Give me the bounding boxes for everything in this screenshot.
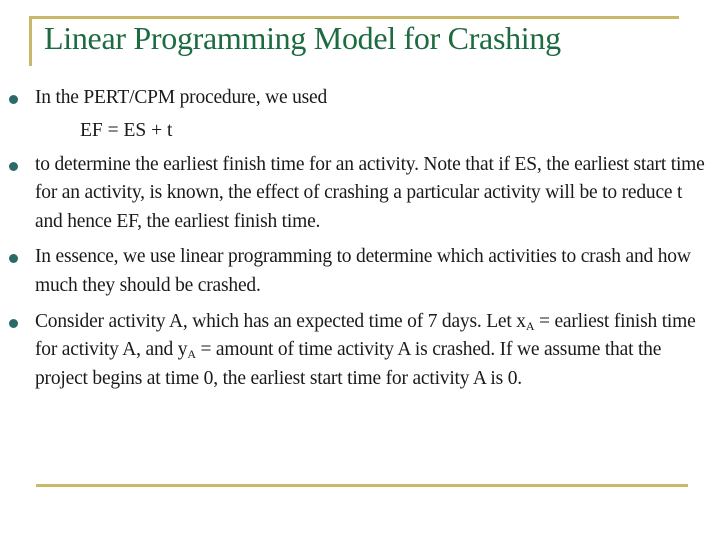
bullet-item-1	[0, 84, 720, 113]
bullet-text-part2: = earliest finish time for activity A, and y	[35, 310, 696, 361]
bullet-dot-icon	[9, 254, 18, 263]
bullet-text: In the PERT/CPM procedure, we used	[35, 87, 328, 108]
subscript-a: A	[187, 347, 196, 362]
slide-body	[0, 84, 720, 393]
slide-title: Linear Programming Model for Crashing	[44, 20, 561, 56]
formula-line: EF = ES + t	[80, 119, 173, 141]
bullet-item-4	[0, 308, 720, 394]
bullet-text-part3: = amount of time activity A is crashed. If we assume that the project begins at time 0, the earliest start time for activity A is 0.	[35, 339, 662, 389]
footer-rule	[36, 484, 688, 487]
bullet-dot-icon	[9, 162, 18, 171]
bullet-dot-icon	[9, 95, 18, 104]
bullet-text: to determine the earliest finish time for an activity. Note that if ES, the earliest start time for an activity, is known, the effect of crashing a particular activity will be to reduce t and hence EF, the earliest finish time.	[35, 153, 705, 232]
title-frame-left-rule	[29, 16, 32, 66]
bullet-item-2	[0, 151, 720, 237]
subscript-a: A	[525, 318, 535, 333]
bullet-text: In essence, we use linear programming to determine which activities to crash and how much they should be crashed.	[35, 246, 691, 296]
bullet-text-part1: Consider activity A, which has an expected time of 7 days. Let x	[35, 310, 526, 332]
bullet-dot-icon	[9, 319, 18, 328]
bullet-item-3	[0, 243, 720, 300]
